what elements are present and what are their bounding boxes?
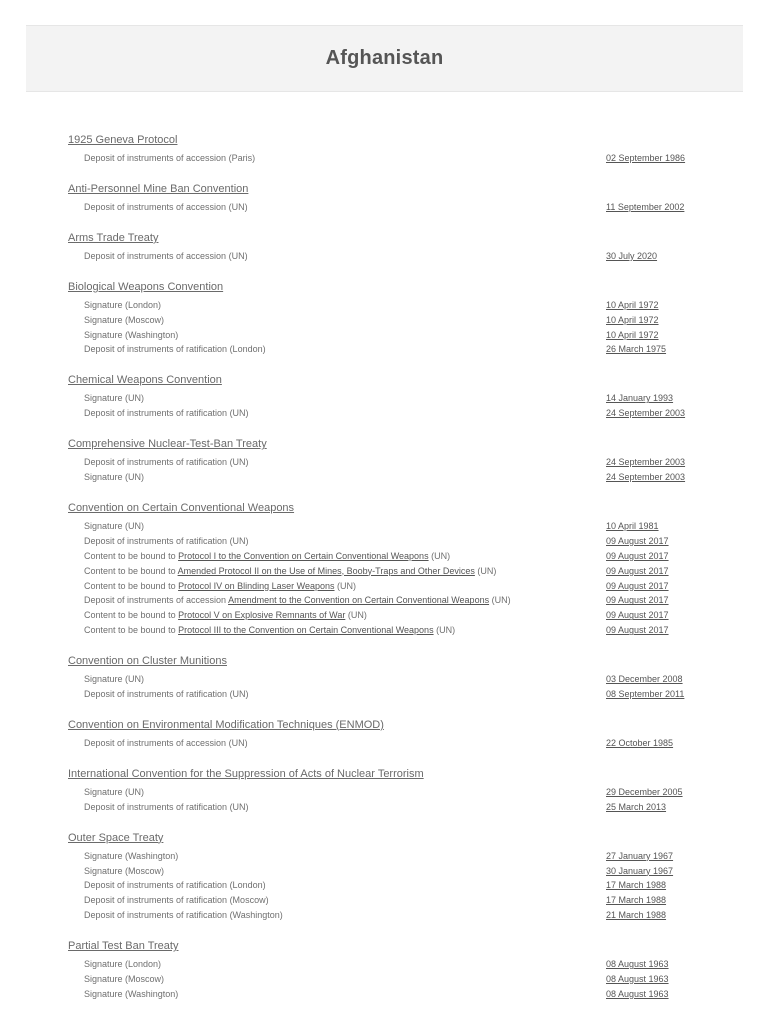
entry-date-link[interactable]: 17 March 1988	[606, 880, 667, 891]
entry-date-link[interactable]: 08 September 2011	[606, 689, 685, 699]
treaty-entry-row	[84, 866, 704, 880]
entry-action: Signature (Moscow)	[84, 974, 165, 984]
entry-date-link[interactable]: 09 August 2017	[606, 565, 669, 576]
entry-action: Signature (UN)	[84, 393, 145, 404]
treaty-entry-row	[84, 472, 704, 486]
protocol-link[interactable]: Protocol III to the Convention on Certain Conventional Weapons	[178, 625, 434, 636]
treaty-entry-row	[84, 408, 704, 422]
treaty-entry-row	[84, 974, 704, 988]
entry-action: Deposit of instruments of ratification (Moscow)	[84, 895, 269, 906]
treaty-entry-row	[84, 330, 704, 344]
treaty-link[interactable]: Anti-Personnel Mine Ban Convention	[68, 182, 249, 195]
entry-date-link[interactable]: 02 September 1986	[606, 153, 686, 163]
entry-action: Signature (Washington)	[84, 850, 179, 861]
entry-date-link[interactable]: 17 March 1988	[606, 895, 667, 906]
treaty-entry-row	[84, 910, 704, 924]
protocol-link[interactable]: Amended Protocol II on the Use of Mines, Booby-Traps and Other Devices	[177, 565, 475, 576]
treaty-entry-row	[84, 595, 704, 609]
treaty-entry-row	[84, 625, 704, 639]
treaty-entry-row	[84, 880, 704, 894]
entry-date-link[interactable]: 11 September 2002	[606, 201, 685, 212]
treaty-link[interactable]: Partial Test Ban Treaty	[68, 940, 179, 953]
treaty-entry-row	[84, 566, 704, 580]
entry-action: Deposit of instruments of ratification (UN)	[84, 408, 249, 419]
entry-action: Content to be bound to Protocol III to the Convention on Certain Conventional Weapons (UN)	[84, 625, 456, 636]
entry-date-link[interactable]: 29 December 2005	[606, 786, 683, 797]
entry-action: Signature (UN)	[84, 520, 145, 531]
treaty-entry-row	[84, 738, 704, 752]
entry-date-link[interactable]: 30 July 2020	[606, 250, 658, 261]
entry-date-link[interactable]: 25 March 2013	[606, 801, 667, 812]
treaty-entry-row	[84, 153, 704, 167]
entry-date-link[interactable]: 10 April 1981	[606, 520, 659, 531]
entry-action: Deposit of instruments of ratification (Washington)	[84, 910, 283, 921]
entry-date-link[interactable]: 09 August 2017	[606, 535, 669, 546]
treaty-entry-row	[84, 959, 704, 973]
treaty-entry-row	[84, 202, 704, 216]
entry-action: Signature (Washington)	[84, 329, 179, 340]
treaty-link[interactable]: International Convention for the Suppression of Acts of Nuclear Terrorism	[68, 767, 424, 780]
treaty-link[interactable]: Convention on Cluster Munitions	[68, 655, 227, 668]
entry-action: Signature (UN)	[84, 472, 145, 482]
treaty-entry-row	[84, 251, 704, 265]
treaty-entry-row	[84, 551, 704, 565]
treaty-entry-row	[84, 581, 704, 595]
treaty-link[interactable]: Outer Space Treaty	[68, 831, 164, 844]
entry-action: Deposit of instruments of ratification (UN)	[84, 689, 249, 699]
entry-date-link[interactable]: 09 August 2017	[606, 625, 669, 636]
entry-action: Signature (Moscow)	[84, 865, 165, 876]
entry-action: Deposit of instruments of ratification (UN)	[84, 535, 249, 546]
entry-action: Deposit of instruments of ratification (London)	[84, 344, 266, 355]
treaty-link[interactable]: Biological Weapons Convention	[68, 280, 224, 293]
entry-action: Content to be bound to Amended Protocol II on the Use of Mines, Booby-Traps and Other Devices (UN)	[84, 565, 497, 576]
protocol-link[interactable]: Amendment to the Convention on Certain Conventional Weapons	[228, 595, 490, 606]
entry-date-link[interactable]: 21 March 1988	[606, 910, 667, 921]
entry-date-link[interactable]: 10 April 1972	[606, 299, 659, 310]
entry-date-link[interactable]: 09 August 2017	[606, 610, 669, 621]
entry-action: Deposit of instruments of ratification (London)	[84, 880, 266, 891]
treaty-link[interactable]: Arms Trade Treaty	[68, 231, 159, 244]
entry-action: Signature (London)	[84, 299, 162, 310]
entry-action: Deposit of instruments of accession Amendment to the Convention on Certain Conventional Weapons (UN)	[84, 595, 511, 606]
entry-date-link[interactable]: 30 January 1967	[606, 865, 674, 876]
treaty-link[interactable]: Comprehensive Nuclear-Test-Ban Treaty	[68, 438, 267, 451]
entry-date-link[interactable]: 08 August 1963	[606, 988, 669, 999]
treaty-entry-row	[84, 457, 704, 471]
entry-action: Content to be bound to Protocol IV on Blinding Laser Weapons (UN)	[84, 580, 357, 591]
page-title: Afghanistan	[325, 47, 444, 69]
entry-action: Content to be bound to Protocol V on Explosive Remnants of War (UN)	[84, 610, 367, 621]
entry-date-link[interactable]: 03 December 2008	[606, 674, 683, 685]
treaty-link[interactable]: Convention on Environmental Modification Techniques (ENMOD)	[68, 718, 384, 731]
entry-action: Signature (UN)	[84, 674, 145, 685]
treaty-link[interactable]: Convention on Certain Conventional Weapons	[68, 501, 295, 514]
entry-action: Signature (London)	[84, 959, 162, 970]
treaty-entry-row	[84, 674, 704, 688]
entry-date-link[interactable]: 10 April 1972	[606, 329, 659, 340]
entry-date-link[interactable]: 22 October 1985	[606, 737, 674, 748]
entry-action: Deposit of instruments of accession (UN)	[84, 250, 248, 261]
treaty-entry-row	[84, 989, 704, 1003]
treaty-entry-row	[84, 689, 704, 703]
entry-date-link[interactable]: 08 August 1963	[606, 959, 669, 970]
entry-date-link[interactable]: 09 August 2017	[606, 550, 669, 561]
entry-date-link[interactable]: 09 August 2017	[606, 580, 669, 591]
entry-action: Deposit of instruments of accession (UN)	[84, 201, 248, 212]
protocol-link[interactable]: Protocol IV on Blinding Laser Weapons	[178, 580, 335, 591]
entry-date-link[interactable]: 24 September 2003	[606, 457, 686, 468]
treaty-entry-row	[84, 344, 704, 358]
treaty-entry-row	[84, 802, 704, 816]
protocol-link[interactable]: Protocol V on Explosive Remnants of War	[178, 610, 346, 621]
treaty-entry-row	[84, 851, 704, 865]
entry-date-link[interactable]: 26 March 1975	[606, 344, 667, 355]
protocol-link[interactable]: Protocol I to the Convention on Certain Conventional Weapons	[178, 550, 429, 561]
entry-action: Content to be bound to Protocol I to the Convention on Certain Conventional Weapons (UN)	[84, 550, 451, 561]
entry-date-link[interactable]: 09 August 2017	[606, 595, 669, 606]
treaty-entry-row	[84, 315, 704, 329]
entry-date-link[interactable]: 24 September 2003	[606, 472, 686, 482]
entry-date-link[interactable]: 10 April 1972	[606, 314, 659, 325]
entry-action: Deposit of instruments of accession (Paris)	[84, 153, 256, 163]
treaty-entry-row	[84, 300, 704, 314]
treaty-entry-row	[84, 787, 704, 801]
entry-date-link[interactable]: 27 January 1967	[606, 850, 674, 861]
entry-action: Signature (Washington)	[84, 988, 179, 999]
treaty-link[interactable]: 1925 Geneva Protocol	[68, 134, 178, 146]
treaty-link[interactable]: Chemical Weapons Convention	[68, 374, 222, 387]
entry-action: Signature (UN)	[84, 786, 145, 797]
entry-action: Deposit of instruments of ratification (UN)	[84, 801, 249, 812]
entry-action: Signature (Moscow)	[84, 314, 165, 325]
treaty-entry-row	[84, 393, 704, 407]
treaty-entry-row	[84, 521, 704, 535]
entry-action: Deposit of instruments of ratification (UN)	[84, 457, 249, 468]
treaty-entry-row	[84, 895, 704, 909]
entry-date-link[interactable]: 24 September 2003	[606, 408, 686, 419]
entry-date-link[interactable]: 08 August 1963	[606, 974, 669, 984]
entry-action: Deposit of instruments of accession (UN)	[84, 737, 248, 748]
treaty-entry-row	[84, 536, 704, 550]
entry-date-link[interactable]: 14 January 1993	[606, 393, 674, 404]
treaty-entry-row	[84, 610, 704, 624]
